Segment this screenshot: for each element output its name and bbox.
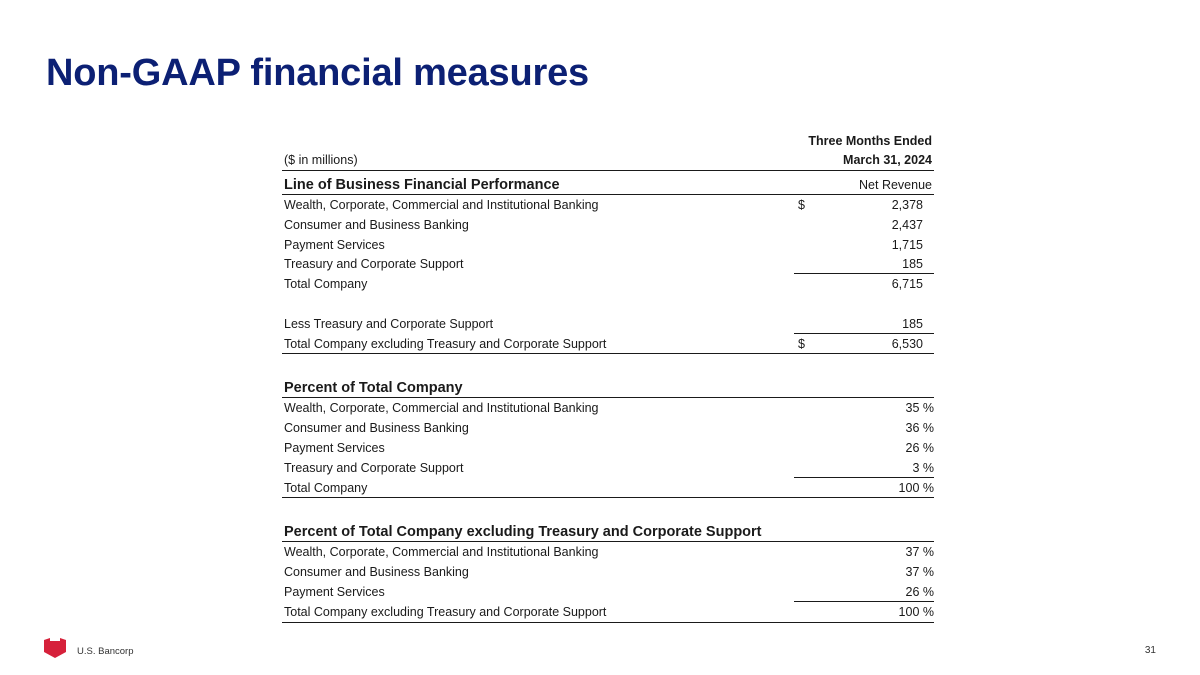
spacer [282, 498, 934, 518]
financial-table [282, 130, 934, 623]
footer-brand: U.S. Bancorp [77, 646, 134, 657]
table-row [282, 274, 934, 294]
row-label: Wealth, Corporate, Commercial and Institutional Banking [284, 545, 599, 560]
row-value: 2,378 [891, 198, 923, 212]
unit-label: ($ in millions) [284, 153, 358, 167]
table-header [282, 130, 934, 171]
row-value: 37 % [905, 565, 934, 580]
row-value: 100 % [898, 480, 934, 495]
row-label: Wealth, Corporate, Commercial and Institutional Banking [284, 198, 599, 212]
table-row [282, 215, 934, 235]
table-row [282, 438, 934, 458]
page-number: 31 [1144, 645, 1156, 656]
section-header-percent-total [282, 374, 934, 398]
dollar-sign: $ [798, 336, 805, 351]
spacer [282, 294, 934, 314]
row-label: Treasury and Corporate Support [284, 257, 464, 272]
table-row [282, 582, 934, 602]
row-label: Consumer and Business Banking [284, 421, 469, 436]
row-value: 6,530 [891, 336, 923, 351]
row-label: Total Company [284, 277, 368, 292]
row-value: 1,715 [891, 237, 923, 252]
table-row [282, 418, 934, 438]
row-label: Consumer and Business Banking [284, 217, 469, 232]
row-label: Consumer and Business Banking [284, 565, 469, 580]
row-label: Total Company [284, 480, 368, 495]
period-line-2: March 31, 2024 [843, 153, 932, 167]
row-value: 26 % [905, 440, 934, 455]
dollar-sign: $ [798, 198, 805, 212]
shield-logo-icon [44, 638, 66, 658]
table-row [282, 542, 934, 562]
row-value: 100 % [898, 604, 934, 619]
row-value: 2,437 [891, 217, 923, 232]
row-label: Total Company excluding Treasury and Corporate Support [284, 336, 607, 351]
row-label: Total Company excluding Treasury and Corporate Support [284, 604, 607, 619]
section-header-lob-performance [282, 171, 934, 195]
row-value: 36 % [905, 421, 934, 436]
table-row [282, 235, 934, 255]
table-row [282, 254, 934, 274]
table-row [282, 458, 934, 478]
column-label-net-revenue: Net Revenue [859, 178, 932, 192]
row-label: Payment Services [284, 440, 385, 455]
row-value: 6,715 [891, 277, 923, 292]
table-row [282, 602, 934, 623]
row-value: 26 % [905, 584, 934, 599]
table-row [282, 314, 934, 334]
section-title: Percent of Total Company excluding Treasury and Corporate Support [284, 524, 762, 541]
section-title: Line of Business Financial Performance [284, 177, 560, 193]
row-value: 185 [902, 257, 923, 272]
table-row [282, 398, 934, 418]
row-label: Payment Services [284, 237, 385, 252]
row-value: 35 % [905, 401, 934, 416]
row-value: 3 % [912, 460, 934, 475]
row-label: Payment Services [284, 584, 385, 599]
spacer [282, 354, 934, 374]
row-value: 37 % [905, 545, 934, 560]
row-label: Wealth, Corporate, Commercial and Institutional Banking [284, 401, 599, 416]
table-row [282, 334, 934, 355]
row-label: Treasury and Corporate Support [284, 460, 464, 475]
table-row [282, 478, 934, 499]
table-row [282, 562, 934, 582]
row-label: Less Treasury and Corporate Support [284, 316, 494, 331]
section-title: Percent of Total Company [284, 380, 463, 397]
period-line-1: Three Months Ended [808, 134, 932, 148]
section-header-percent-excl-treasury [282, 518, 934, 542]
row-value: 185 [902, 316, 923, 331]
page-title: Non-GAAP financial measures [46, 52, 589, 94]
table-row [282, 195, 934, 215]
